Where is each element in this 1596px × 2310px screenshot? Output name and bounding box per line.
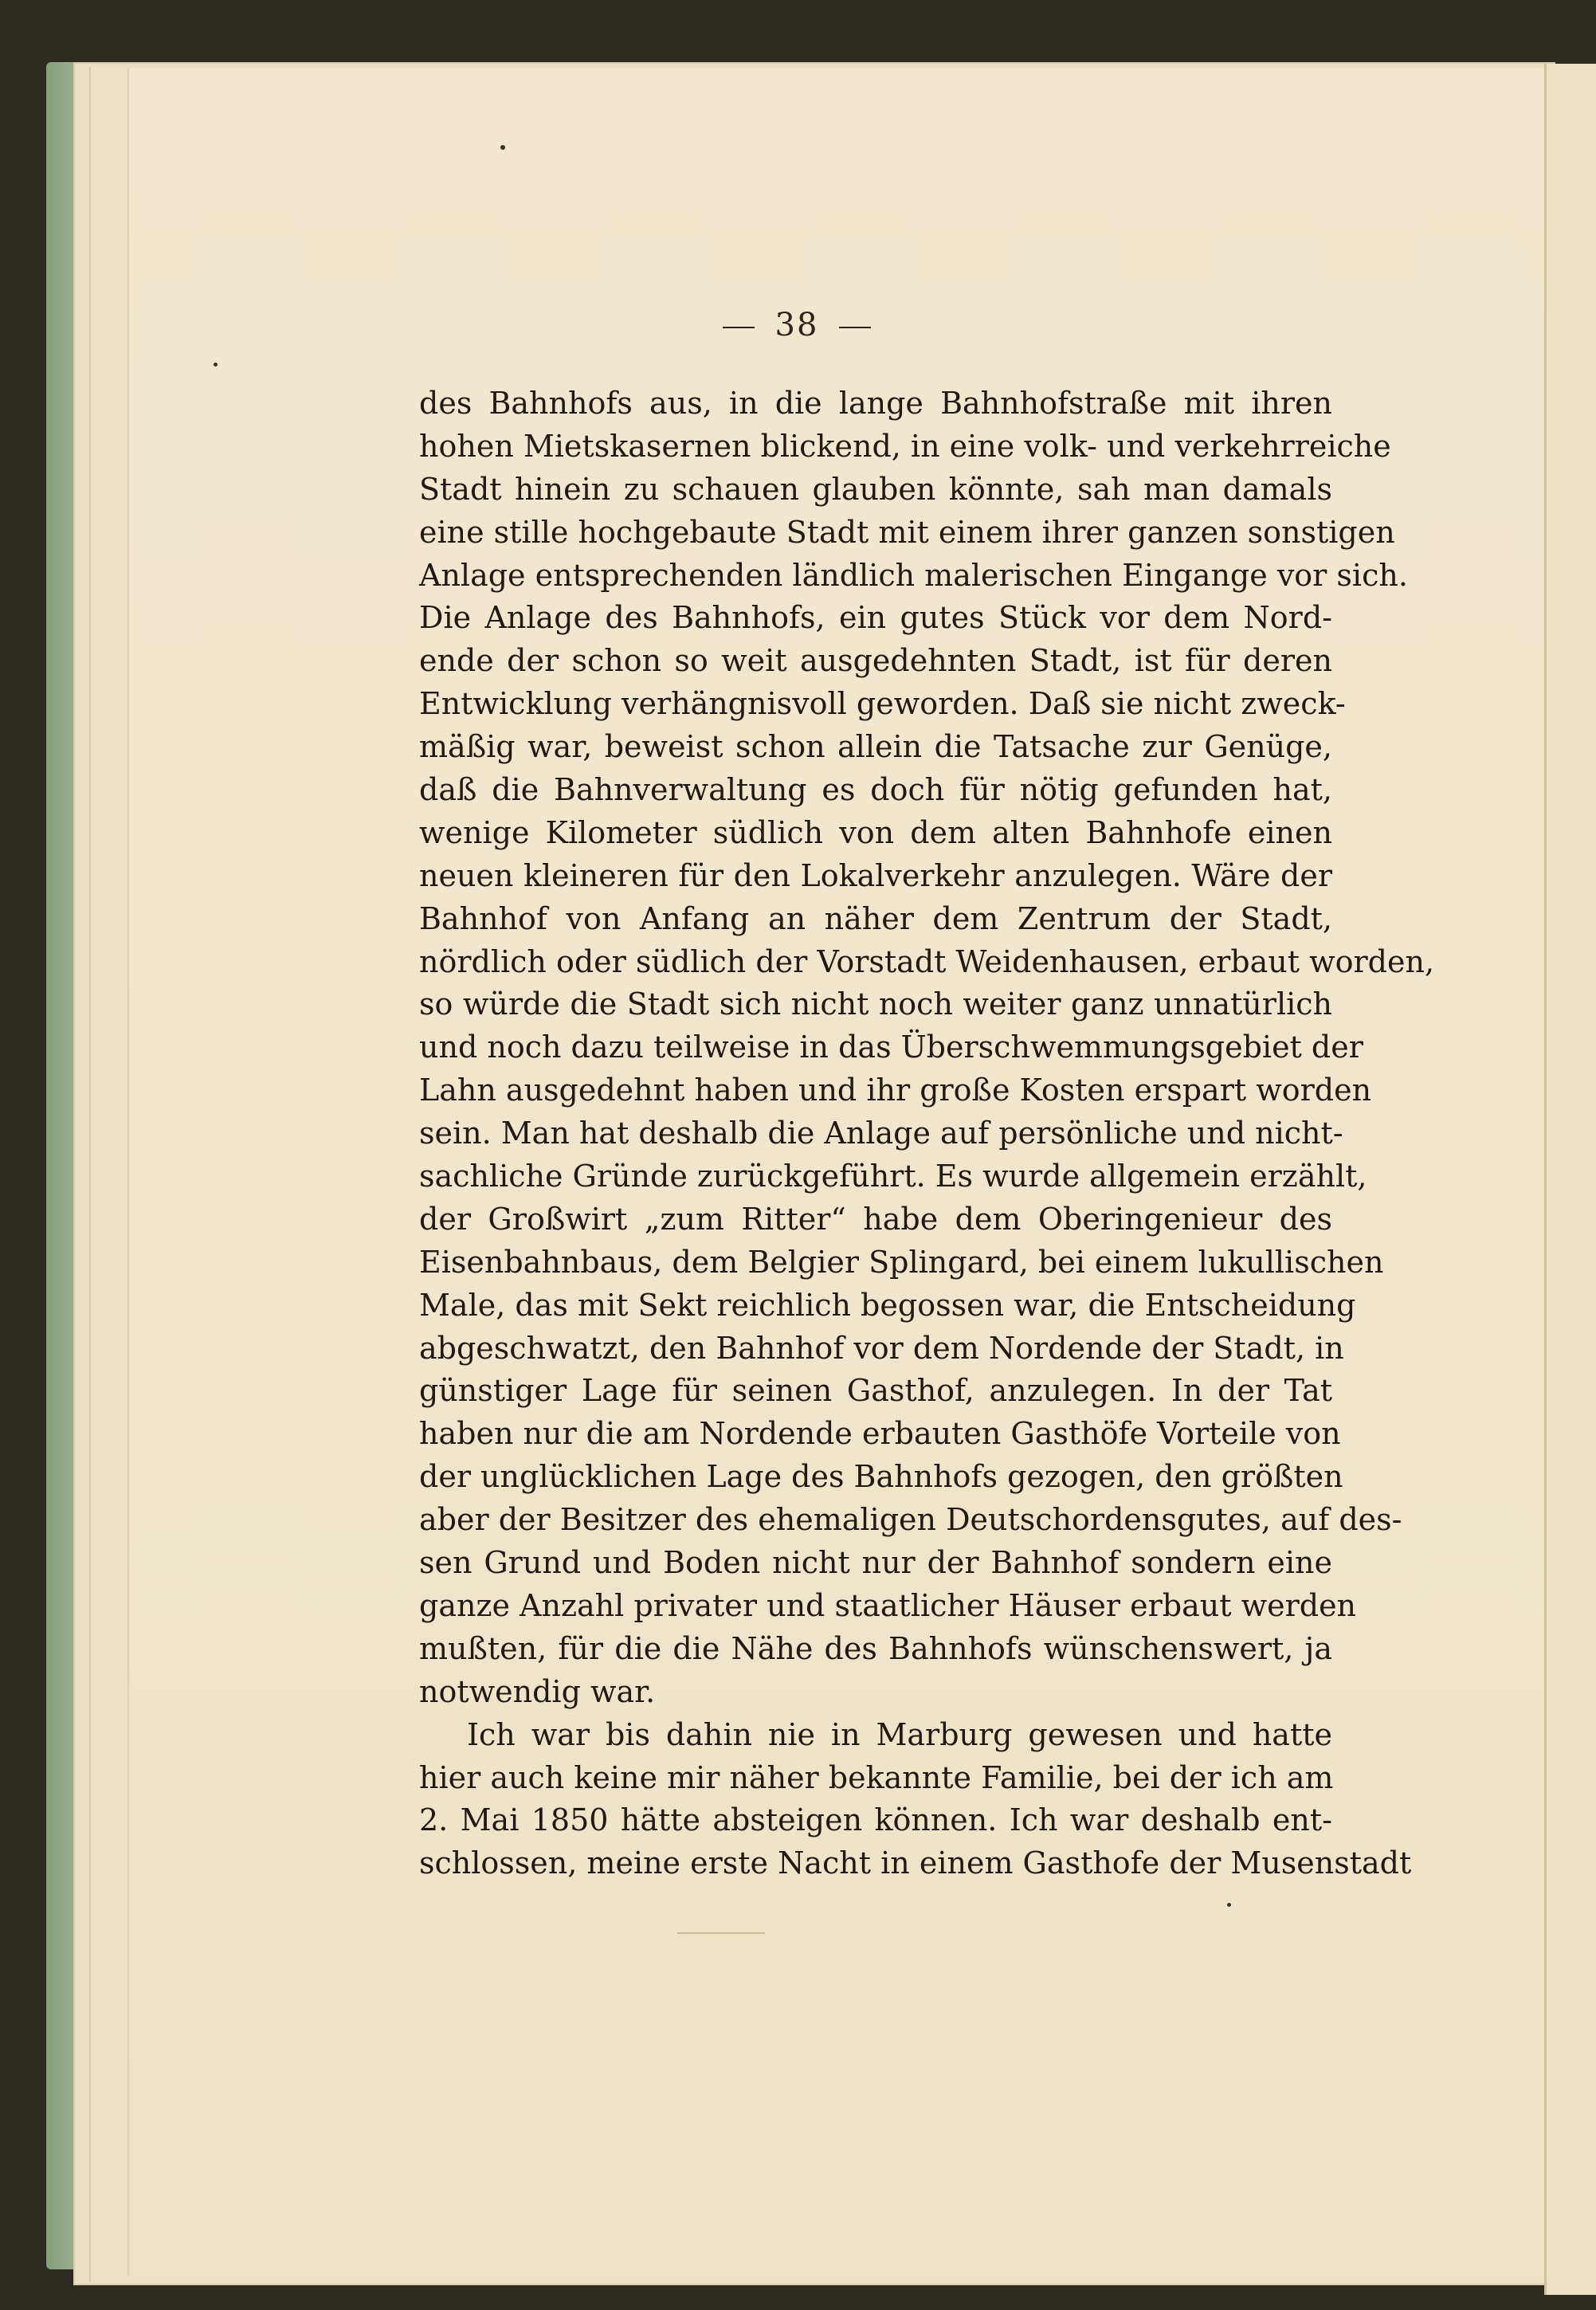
text-line: nördlich oder südlich der Vorstadt Weidenhausen, erbaut worden, bbox=[419, 943, 1435, 979]
text-line: und noch dazu teilweise in das Überschwemmungsgebiet der bbox=[419, 1029, 1363, 1065]
ink-speck bbox=[500, 145, 505, 150]
text-line: schlossen, meine erste Nacht in einem Gasthofe der Musenstadt bbox=[419, 1845, 1412, 1881]
text-line: Lahn ausgedehnt haben und ihr große Kosten erspart worden bbox=[419, 1073, 1372, 1108]
text-line: haben nur die am Nordende erbauten Gasthöfe Vorteile von bbox=[419, 1416, 1341, 1452]
text-line: sen Grund und Boden nicht nur der Bahnhof sondern eine bbox=[419, 1545, 1332, 1581]
text-line: so würde die Stadt sich nicht noch weiter ganz unnatürlich bbox=[419, 986, 1332, 1022]
text-line: eine stille hochgebaute Stadt mit einem ihrer ganzen sonstigen bbox=[419, 514, 1395, 550]
text-line: Stadt hinein zu schauen glauben könnte, sah man damals bbox=[419, 471, 1332, 507]
text-line: mußten, für die die Nähe des Bahnhofs wünschenswert, ja bbox=[419, 1630, 1332, 1666]
paragraph-1 bbox=[419, 382, 1435, 1714]
text-line: Ich war bis dahin nie in Marburg gewesen und hatte bbox=[467, 1716, 1332, 1752]
text-line: Anlage entsprechenden ländlich malerischen Eingange vor sich. bbox=[419, 557, 1408, 593]
text-line: des Bahnhofs aus, in die lange Bahnhofstraße mit ihren bbox=[419, 386, 1332, 421]
text-line: der Großwirt „zum Ritter“ habe dem Oberingenieur des bbox=[419, 1201, 1332, 1237]
text-line: ende der schon so weit ausgedehnten Stadt, ist für deren bbox=[419, 643, 1332, 679]
paragraph-2 bbox=[419, 1714, 1412, 1886]
text-line: sachliche Gründe zurückgeführt. Es wurde allgemein erzählt, bbox=[419, 1159, 1367, 1194]
text-line: günstiger Lage für seinen Gasthof, anzulegen. In der Tat bbox=[419, 1373, 1332, 1409]
text-line: Entwicklung verhängnisvoll geworden. Daß sie nicht zweck- bbox=[419, 686, 1346, 722]
text-line: abgeschwatzt, den Bahnhof vor dem Nordende der Stadt, in bbox=[419, 1330, 1344, 1366]
text-line: daß die Bahnverwaltung es doch für nötig gefunden hat, bbox=[419, 772, 1332, 808]
text-line: mäßig war, beweist schon allein die Tatsache zur Genüge, bbox=[419, 729, 1332, 765]
text-line: notwendig war. bbox=[419, 1673, 656, 1709]
body-text bbox=[419, 382, 1435, 1885]
faint-rule bbox=[677, 1932, 765, 1934]
page-number-value: 38 bbox=[774, 307, 819, 343]
text-line: hier auch keine mir näher bekannte Familie, bei der ich am bbox=[419, 1759, 1334, 1795]
text-line: ganze Anzahl privater und staatlicher Häuser erbaut werden bbox=[419, 1587, 1357, 1623]
text-line: neuen kleineren für den Lokalverkehr anzulegen. Wäre der bbox=[419, 857, 1332, 893]
text-line: Male, das mit Sekt reichlich begossen war, die Entscheidung bbox=[419, 1287, 1356, 1323]
text-line: sein. Man hat deshalb die Anlage auf persönliche und nicht- bbox=[419, 1116, 1343, 1151]
page-number bbox=[0, 307, 1594, 343]
text-line: Die Anlage des Bahnhofs, ein gutes Stück vor dem Nord- bbox=[419, 600, 1332, 636]
text-line: hohen Mietskasernen blickend, in eine volk- und verkehrreiche bbox=[419, 428, 1391, 464]
text-line: der unglücklichen Lage des Bahnhofs gezogen, den größten bbox=[419, 1459, 1343, 1495]
ink-speck bbox=[1227, 1903, 1231, 1907]
page-number-dash-right bbox=[839, 327, 871, 328]
text-line: 2. Mai 1850 hätte absteigen können. Ich war deshalb ent- bbox=[419, 1802, 1332, 1838]
text-line: Eisenbahnbaus, dem Belgier Splingard, bei einem lukullischen bbox=[419, 1244, 1384, 1280]
ink-speck bbox=[214, 363, 218, 367]
text-line: wenige Kilometer südlich von dem alten Bahnhofe einen bbox=[419, 814, 1332, 850]
text-line: Bahnhof von Anfang an näher dem Zentrum der Stadt, bbox=[419, 900, 1332, 936]
page-number-dash-left bbox=[723, 327, 755, 328]
text-line: aber der Besitzer des ehemaligen Deutschordensgutes, auf des- bbox=[419, 1502, 1402, 1538]
facing-page-edge bbox=[1544, 64, 1596, 2295]
